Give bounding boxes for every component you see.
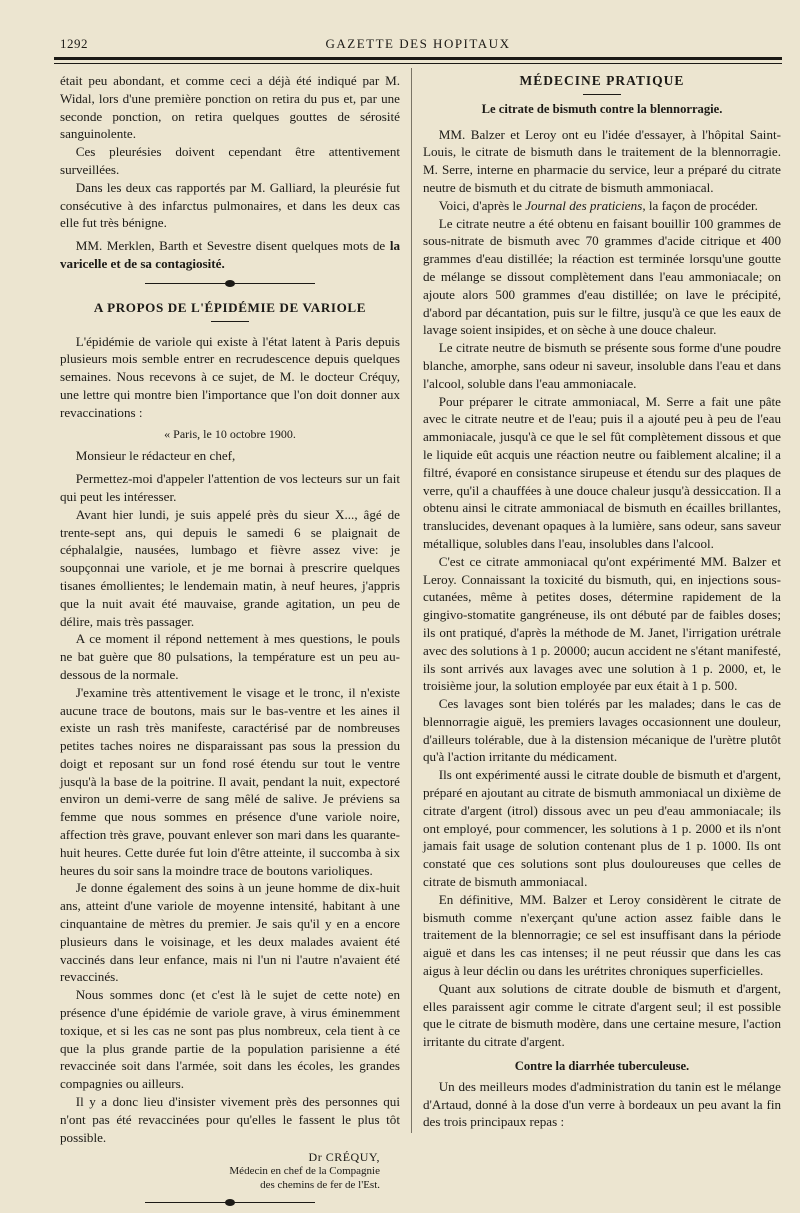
paragraph: Ces lavages sont bien tolérés par les malades; dans le cas de blennorragie aiguë, les premiers lavages occasionnent une douleur, d'ailleurs tolérable, due à la distension mécanique de l'urètre plutôt qu'à l'action irritante du médicament. — [423, 696, 781, 765]
paragraph: Ces pleurésies doivent cependant être attentivement surveillées. — [60, 144, 400, 177]
paragraph-source — [423, 197, 781, 215]
journal-title: GAZETTE DES HOPITAUX — [325, 36, 511, 51]
paragraph: Un des meilleurs modes d'administration du tanin est le mélange d'Artaud, donné à la dose d'un verre à bordeaux un peu avant la fin des trois principaux repas : — [423, 1078, 781, 1130]
signature-title: des chemins de fer de l'Est. — [260, 1179, 380, 1192]
page-header — [54, 34, 782, 56]
paragraph: Nous sommes donc (et c'est là le sujet de cette note) en présence d'une épidémie de variole grave, à virus éminemment toxique, et si les cas ne sont pas plus nombreux, cela tient à ce que la plus grande partie de la population parisienne a été revaccinée soit dans l'armée, soit dans les écoles, les grandes compagnies ou ailleurs. — [60, 987, 400, 1092]
paragraph: Dans les deux cas rapportés par M. Galliard, la pleurésie fut consécutive à des infarctus pulmonaires, et dans les deux cas elle fut très bénigne. — [60, 179, 400, 231]
signature-title: Médecin en chef de la Compagnie — [229, 1165, 380, 1178]
paragraph: Il y a donc lieu d'insister vivement près des personnes qui n'ont pas été revaccinées pour qu'elles le fassent le plus tôt possible. — [60, 1094, 400, 1145]
subsection-title: Le citrate de bismuth contre la blennorragie. — [481, 101, 723, 116]
paragraph: était peu abondant, et comme ceci a déjà été indiqué par M. Widal, lors d'une première ponction on retira du pus et, par une seconde ponction, on retira quelques gouttes de sérosité sanguinolente. — [60, 73, 400, 142]
column-divider — [411, 68, 412, 1133]
paragraph: Permettez-moi d'appeler l'attention de vos lecteurs sur un fait qui peut les intéresser. — [60, 471, 400, 504]
paragraph: A ce moment il répond nettement à mes questions, le pouls ne bat guère que 80 pulsations, la température est un peu au-dessous de la normale. — [60, 631, 400, 682]
paragraph-lead: MM. Merklen, Barth et Sevestre disent quelques mots de — [75, 238, 390, 254]
paragraph: C'est ce citrate ammoniacal qu'ont expérimenté MM. Balzer et Leroy. Connaissant la toxicité du bismuth, qui, en injections sous-cutanées, même à petites doses, détermine rapidement de la gingivo-stomatite gangréneuse, ils ont débuté par de faibles doses; ils ont pratiqué, d'après la méthode de M. Janet, l'irrigation urétrale avec des solutions à 1 p. 20000; aucun accident ne s'étant manifesté, ils sont arrivés aux lavages avec une solution à 1 p. 2000, et, le troisième jour, la solution employée par eux était à 1 p. 500. — [423, 553, 781, 694]
paragraph: L'épidémie de variole qui existe à l'état latent à Paris depuis plusieurs mois semble entrer en recrudescence depuis quelques semaines. Nous recevons à ce sujet, de M. le docteur Créquy, une lettre qui montre bien l'importance que l'on doit donner aux revaccinations : — [60, 333, 400, 420]
subsection-title: Contre la diarrhée tuberculeuse. — [514, 1059, 690, 1074]
header-rule-thick — [54, 57, 782, 60]
title-rule — [211, 321, 249, 322]
letter-signature — [60, 1150, 380, 1192]
ornament-divider — [145, 279, 315, 288]
paragraph: Je donne également des soins à un jeune homme de dix-huit ans, atteint d'une variole de moyenne intensité, habitant à une cinquantaine de mètres du premier. Je sais qu'il y en a encore plusieurs dans le voisinage, et les deux malades avaient été vaccinés dans leur enfance, mais ni l'un ni l'autre n'avaient été revaccinés. — [60, 880, 400, 985]
paragraph-lead: Voici, d'après le — [438, 197, 526, 213]
right-column — [423, 72, 781, 1131]
section-title-variole: A PROPOS DE L'ÉPIDÉMIE DE VARIOLE — [93, 299, 367, 315]
paragraph-tail: , la façon de procéder. — [642, 197, 758, 213]
paragraph: Le citrate neutre de bismuth se présente sous forme d'une poudre blanche, amorphe, sans odeur ni saveur, insoluble dans l'eau et dans l'alcool, soluble dans l'eau ammoniacale. — [423, 340, 781, 391]
page-number: 1292 — [60, 36, 88, 51]
paragraph: Quant aux solutions de citrate double de bismuth et d'argent, elles paraissent agir comme le citrate d'argent seul; il est possible que le citrate de bismuth modère, dans une certaine mesure, l'action irritante du citrate d'argent. — [423, 980, 781, 1050]
ornament-divider — [145, 1198, 315, 1207]
paragraph: MM. Balzer et Leroy ont eu l'idée d'essayer, à l'hôpital Saint-Louis, le citrate de bismuth dans le traitement de la blennorragie. M. Serre, interne en pharmacie du service, leur a préparé du citrate neutre de bismuth et du citrate de bismuth ammoniacal. — [423, 126, 781, 195]
header-rule-thin — [54, 63, 782, 64]
title-rule — [583, 94, 621, 95]
paragraph: En définitive, MM. Balzer et Leroy considèrent le citrate de bismuth comme n'exerçant qu'une action assez faible dans le traitement de la blennorragie; ce sel est insuffisant dans la période aiguë et dans les cas intenses; il ne peut réussir que dans les cas aigus à leur déclin ou dans les urétrites chroniques superficielles. — [423, 891, 781, 979]
paragraph: Le citrate neutre a été obtenu en faisant bouillir 100 grammes de sous-nitrate de bismuth avec 70 grammes d'acide citrique et 400 grammes d'eau distillée; la réaction est terminée lorsqu'une goutte de mélange se dissout complètement dans l'eau ammoniacale; on ajoute alors 500 grammes d'eau distillée; on lave le précipité, d'abord par décantation, puis sur le filtre, jusqu'à ce que les eaux de lavage soient insipides, et on sèche à une douce chaleur. — [423, 215, 781, 338]
paragraph-varicelle — [60, 237, 400, 273]
letter-salutation: Monsieur le rédacteur en chef, — [75, 448, 236, 464]
section-title-medecine: MÉDECINE PRATIQUE — [519, 73, 685, 88]
signature-name: Dr CRÉQUY, — [308, 1150, 380, 1165]
bold-topic: la varicelle et de sa contagiosité. — [60, 238, 400, 271]
source-title: Journal des praticiens — [525, 197, 643, 213]
paragraph: Avant hier lundi, je suis appelé près du sieur X..., âgé de trente-sept ans, qui depuis le samedi 6 se plaignait de céphalalgie, nausées, lumbago et fièvre assez vive: je soupçonnai une variole, et je me bornai à prescrire quelques tisanes émollientes; le lendemain matin, à neuf heures, j'appris que la nuit avait été mauvaise, grande agitation, un peu de délire, mais très passager. — [60, 506, 400, 629]
left-column — [60, 72, 400, 1213]
paragraph: J'examine très attentivement le visage et le tronc, il n'existe aucune trace de boutons, mais sur le bas-ventre et les aines il existe un rash très manifeste, caractérisé par de nombreuses petites taches noires ne disparaissant pas sous la pression du doigt et reposant sur un fond rosé étendu sur tout le ventre jusqu'à la base de la poitrine. Il avait, pendant la nuit, expectoré environ un demi-verre de sang mêlé de salive. Je préviens sa femme que nous sommes en présence d'une variole noire, affection très grave, pouvant enlever son mari dans les quarante-huit heures. Cette durée fut loin d'être atteinte, il succomba à six heures du soir sans la moindre trace de boutons varioliques. — [60, 684, 400, 878]
letter-dateline: « Paris, le 10 octobre 1900. — [164, 426, 296, 441]
paragraph: Pour préparer le citrate ammoniacal, M. Serre a fait une pâte avec le citrate neutre et de l'eau; puis il a ajouté peu à peu de l'eau ammoniacale, jusqu'à ce que le sel fût complètement dissous et que le liquide eût acquis une réaction neutre ou faiblement alcaline; il a filtré, évaporé en consistance sirupeuse et étendu sur des plaques de verre, qu'il a chauffées à une douce chaleur jusqu'à dessiccation. Il a obtenu ainsi le citrate ammoniacal de bismuth en écailles brillantes, translucides, devenant opaques à la lumière, sans odeur, sans saveur métallique, solubles dans l'eau, insolubles dans l'alcool. — [423, 393, 781, 551]
paragraph: Ils ont expérimenté aussi le citrate double de bismuth et d'argent, préparé en ajoutant au citrate de bismuth ammoniacal un dixième de citrate d'argent (itrol) dissous avec un peu d'eau ammoniacale; ils ont employé, pour commencer, les solutions à 1 p. 2000 et ils n'ont jamais fait usage de solution contenant plus de 1 p. 1000. Ils ont constaté que ces solutions sont plus douloureuses que celles de citrate de bismuth ammoniacal. — [423, 767, 781, 890]
